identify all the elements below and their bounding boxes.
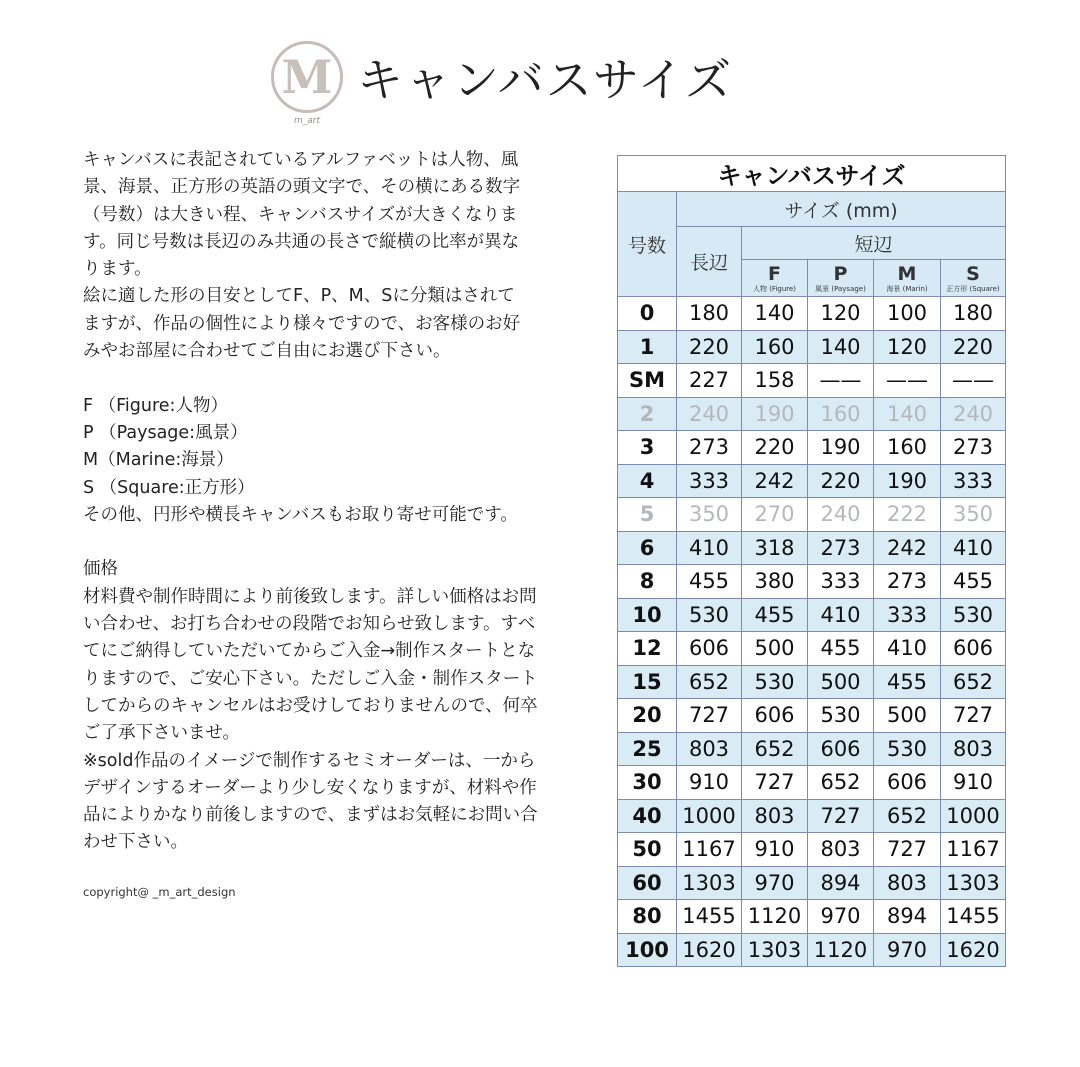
size-value: 158 [742,364,808,398]
size-value: 970 [808,900,874,934]
text-line: ります。 [83,259,152,280]
header-type-p [808,260,874,297]
table-row [618,598,1006,632]
size-value: 500 [808,665,874,699]
size-value: 606 [742,699,808,733]
size-value: 273 [941,431,1006,465]
size-value: 220 [941,330,1006,364]
size-value: 500 [874,699,941,733]
text-line: S （Square:正方形） [83,477,255,498]
size-value: 803 [874,866,941,900]
size-value: 803 [742,799,808,833]
table-row [618,766,1006,800]
text-line: ※sold作品のイメージで制作するセミオーダーは、一から [83,750,536,771]
text-line: ますが、作品の個性により様々ですので、お客様のお好 [83,313,521,334]
size-number: 80 [618,900,677,934]
text-line: 材料費や制作時間により前後致します。詳しい価格はお問 [83,586,537,607]
brand-logo [271,41,343,113]
size-number: 3 [618,431,677,465]
size-value: 222 [874,498,941,532]
size-value: 350 [677,498,742,532]
text-line: りますので、ご安心下さい。ただしご入金・制作スタート [83,668,538,689]
size-number: 8 [618,565,677,599]
size-value: 180 [941,297,1006,331]
size-value: 455 [874,665,941,699]
size-value: 1620 [677,933,742,967]
size-value: 1455 [677,900,742,934]
table-row [618,900,1006,934]
size-value: 455 [808,632,874,666]
text-line: P （Paysage:風景） [83,422,248,443]
size-value: 1000 [677,799,742,833]
text-line [83,529,603,556]
size-value: 242 [742,464,808,498]
size-number: 10 [618,598,677,632]
text-line: デザインするオーダーより少し安くなりますが、材料や作 [83,777,537,798]
text-line: ご了承下さいませ。 [83,723,240,744]
size-value: 455 [677,565,742,599]
size-value: 120 [874,330,941,364]
text-line: てにご納得していただいてからご入金→制作スタートとな [83,641,536,662]
size-value: 652 [808,766,874,800]
text-line: してからのキャンセルはお受けしておりませんので、何卒 [83,695,538,716]
copyright: copyright@ _m_art_design [83,885,236,899]
type-letter: P [833,262,848,285]
size-value: 803 [941,732,1006,766]
size-value: 190 [808,431,874,465]
size-value: 190 [742,397,808,431]
text-line: 景、海景、正方形の英語の頭文字で、その横にある数字 [83,177,521,198]
size-value: 333 [941,464,1006,498]
size-value: 410 [677,531,742,565]
table-row [618,732,1006,766]
size-value: 1120 [808,933,874,967]
size-value: 970 [742,866,808,900]
size-value: 606 [677,632,742,666]
text-line: （号数）は大きい程、キャンバスサイズが大きくなりま [83,204,518,225]
text-line: キャンバスに表記されているアルファベットは人物、風 [83,150,519,170]
size-value: 410 [874,632,941,666]
size-value: 140 [808,330,874,364]
size-value: 652 [941,665,1006,699]
size-value: 333 [874,598,941,632]
size-value: 220 [808,464,874,498]
size-value: 1303 [941,866,1006,900]
size-value: 140 [742,297,808,331]
header-size: サイズ (mm) [677,192,1006,227]
size-value: 220 [677,330,742,364]
size-value: 970 [874,933,941,967]
size-number: 50 [618,833,677,867]
size-value: 1167 [941,833,1006,867]
page-title: キャンバスサイズ [357,53,734,107]
size-number: 4 [618,464,677,498]
size-value: 530 [808,699,874,733]
size-value: 910 [742,833,808,867]
size-value: 1303 [742,933,808,967]
text-line: わせ下さい。 [83,832,188,853]
size-value: 606 [941,632,1006,666]
size-value: 500 [742,632,808,666]
table-row [618,297,1006,331]
size-value: 333 [808,565,874,599]
table-row [618,933,1006,967]
size-value: 410 [808,598,874,632]
size-value: 240 [808,498,874,532]
size-value: 606 [808,732,874,766]
size-value: 910 [677,766,742,800]
table-row [618,498,1006,532]
size-value: 318 [742,531,808,565]
size-value: 1620 [941,933,1006,967]
size-value: 910 [941,766,1006,800]
size-number: SM [618,364,677,398]
size-value: 652 [677,665,742,699]
type-label: 人物 (Figure) [752,284,797,293]
size-number: 100 [618,933,677,967]
table-row [618,799,1006,833]
text-line: 品によりかなり前後しますので、まずはお気軽にお問い合 [83,805,538,826]
size-value: 350 [941,498,1006,532]
size-value: 242 [874,531,941,565]
size-value: 652 [742,732,808,766]
size-value: 1303 [677,866,742,900]
text-line: その他、円形や横長キャンバスもお取り寄せ可能です。 [83,504,518,525]
size-value: 455 [941,565,1006,599]
table-row [618,866,1006,900]
table-row [618,665,1006,699]
size-value: 227 [677,364,742,398]
text-line: す。同じ号数は長辺のみ共通の長さで縦横の比率が異な [83,231,520,252]
size-value: 380 [742,565,808,599]
size-value: 1455 [941,900,1006,934]
size-value: 410 [941,531,1006,565]
header-type-m [874,260,941,297]
table-row [618,833,1006,867]
size-number: 60 [618,866,677,900]
size-value: —— [941,364,1006,398]
size-number: 12 [618,632,677,666]
text-line: 価格 [83,559,118,580]
size-value: 333 [677,464,742,498]
header-type-s [941,260,1006,297]
size-value: 652 [874,799,941,833]
size-value: 1120 [742,900,808,934]
size-number: 6 [618,531,677,565]
type-letter: S [966,262,980,285]
size-value: 190 [874,464,941,498]
table-row [618,531,1006,565]
type-letter: F [768,262,781,285]
table-row [618,565,1006,599]
type-label: 風景 (Paysage) [815,284,866,293]
type-label: 海景 (Marin) [886,284,928,293]
size-value: 240 [677,397,742,431]
size-value: 273 [677,431,742,465]
size-number: 0 [618,297,677,331]
size-value: —— [874,364,941,398]
size-value: 160 [742,330,808,364]
table-row [618,364,1006,398]
size-value: 270 [742,498,808,532]
size-value: 1000 [941,799,1006,833]
table-row [618,431,1006,465]
size-value: 803 [677,732,742,766]
type-letter: M [897,262,917,285]
size-value: 160 [874,431,941,465]
size-value: 100 [874,297,941,331]
size-value: 273 [808,531,874,565]
size-number: 25 [618,732,677,766]
size-value: 1167 [677,833,742,867]
size-value: 894 [808,866,874,900]
canvas-size-table [617,155,1006,967]
header-type-f [742,260,808,297]
text-line: M（Marine:海景） [83,450,234,471]
size-number: 1 [618,330,677,364]
table-row [618,699,1006,733]
text-line [83,365,603,392]
size-value: 530 [677,598,742,632]
size-value: 727 [941,699,1006,733]
size-value: 273 [874,565,941,599]
size-value: 240 [941,397,1006,431]
size-number: 40 [618,799,677,833]
size-number: 15 [618,665,677,699]
header-number: 号数 [618,192,677,297]
size-value: 727 [742,766,808,800]
size-value: 530 [742,665,808,699]
table-title: キャンバスサイズ [618,156,1006,192]
size-value: 180 [677,297,742,331]
size-value: 727 [677,699,742,733]
size-value: 120 [808,297,874,331]
size-value: 160 [808,397,874,431]
header-short-side: 短辺 [742,227,1006,260]
text-line: F （Figure:人物） [83,395,228,416]
size-number: 2 [618,397,677,431]
logo-letter: M [281,50,333,104]
size-number: 5 [618,498,677,532]
table-row [618,397,1006,431]
table-row [618,464,1006,498]
logo-signature: m_art [293,116,320,126]
size-value: —— [808,364,874,398]
table-row [618,632,1006,666]
size-value: 606 [874,766,941,800]
size-value: 894 [874,900,941,934]
size-value: 727 [808,799,874,833]
type-label: 正方形 (Square) [946,284,1000,293]
size-value: 803 [808,833,874,867]
size-value: 727 [874,833,941,867]
size-number: 20 [618,699,677,733]
description-text [83,147,603,857]
text-line: い合わせ、お打ち合わせの段階でお知らせ致します。すべ [83,614,536,635]
size-number: 30 [618,766,677,800]
text-line: 絵に適した形の目安としてF、P、M、Sに分類はされて [83,286,515,307]
size-value: 220 [742,431,808,465]
size-value: 530 [941,598,1006,632]
header-long-side: 長辺 [677,227,742,297]
size-value: 455 [742,598,808,632]
size-value: 140 [874,397,941,431]
text-line: みやお部屋に合わせてご自由にお選び下さい。 [83,341,451,362]
table-row [618,330,1006,364]
size-value: 530 [874,732,941,766]
